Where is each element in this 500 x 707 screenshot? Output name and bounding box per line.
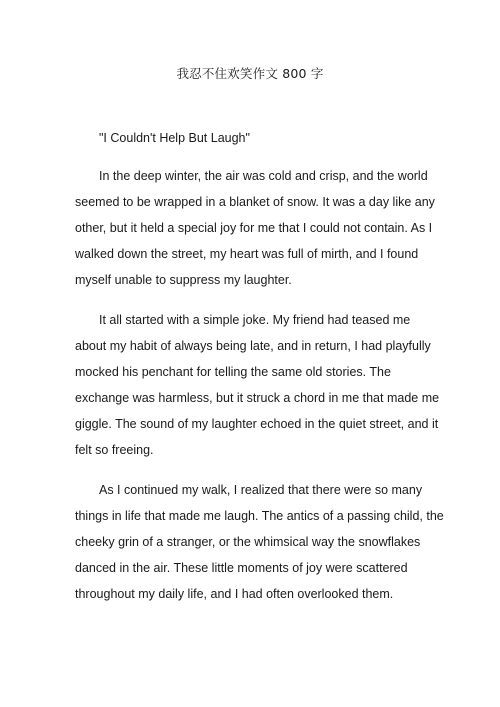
paragraph-line: throughout my daily life, and I had often overlooked them.	[75, 587, 394, 601]
paragraph-line: exchange was harmless, but it struck a chord in me that made me	[75, 391, 440, 405]
paragraph-line: danced in the air. These little moments of joy were scattered	[75, 561, 408, 575]
paragraph-line: felt so freeing.	[75, 443, 154, 457]
essay-subtitle: "I Couldn't Help But Laugh"	[99, 131, 250, 145]
paragraph-line: It all started with a simple joke. My friend had teased me	[99, 313, 411, 327]
paragraph-line: As I continued my walk, I realized that there were so many	[99, 483, 423, 497]
paragraph-line: cheeky grin of a stranger, or the whimsical way the snowflakes	[75, 535, 421, 549]
paragraph-line: giggle. The sound of my laughter echoed in the quiet street, and it	[75, 417, 439, 431]
paragraph-line: In the deep winter, the air was cold and crisp, and the world	[99, 169, 428, 183]
paragraph-line: seemed to be wrapped in a blanket of snow. It was a day like any	[75, 195, 435, 209]
paragraph-line: walked down the street, my heart was full of mirth, and I found	[75, 247, 419, 261]
paragraph-line: myself unable to suppress my laughter.	[75, 273, 292, 287]
paragraph-line: about my habit of always being late, and in return, I had playfully	[75, 339, 431, 353]
paragraph-line: mocked his penchant for telling the same old stories. The	[75, 365, 391, 379]
paragraph-line: things in life that made me laugh. The antics of a passing child, the	[75, 509, 444, 523]
paragraph-line: other, but it held a special joy for me that I could not contain. As I	[75, 221, 433, 235]
document-title: 我忍不住欢笑作文 800 字	[176, 66, 324, 81]
